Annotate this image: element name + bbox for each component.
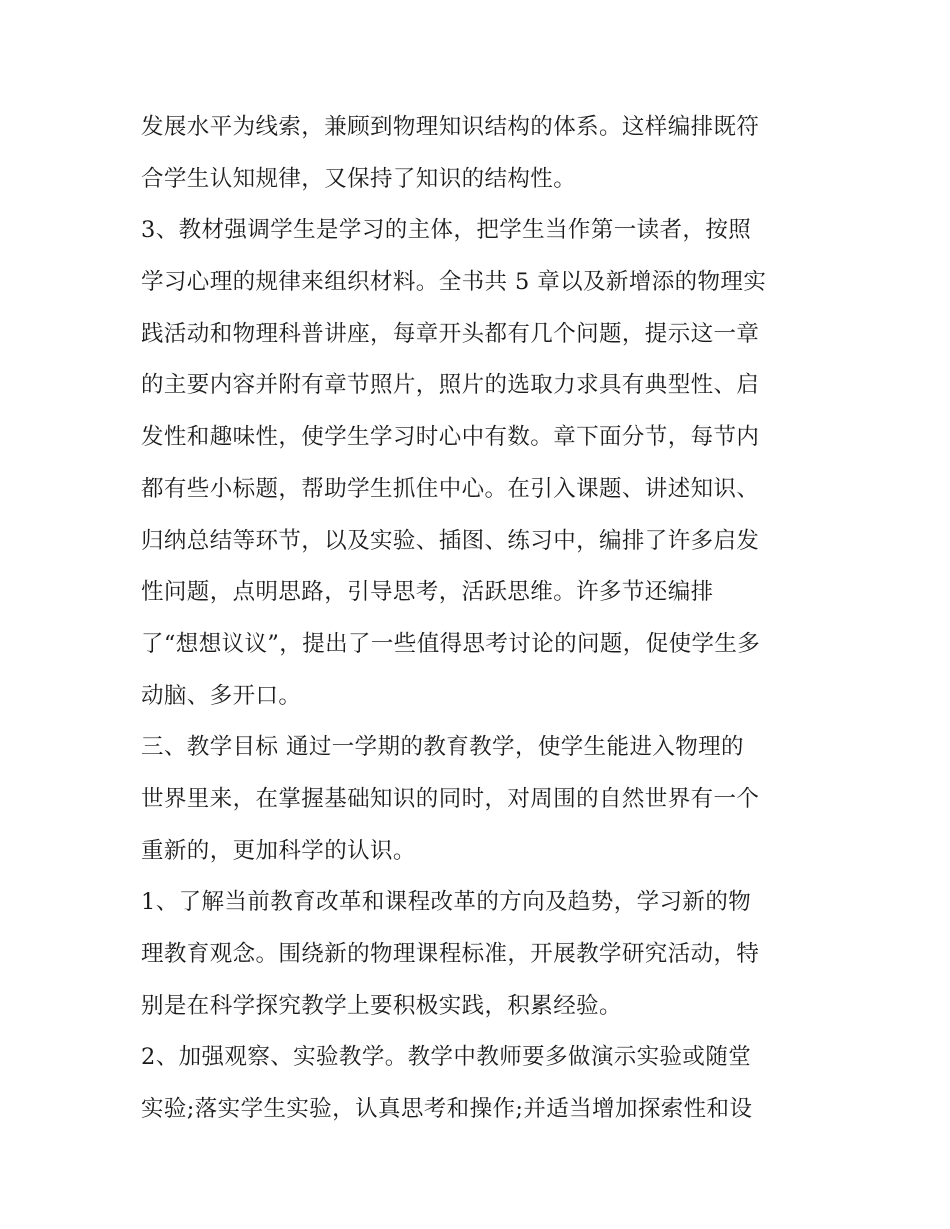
text-line: 都有些小标题，帮助学生抓住中心。在引入课题、讲述知识、 — [141, 475, 760, 502]
text-line: 理教育观念。围绕新的物理课程标准，开展教学研究活动，特 — [141, 941, 760, 967]
text-line: 发性和趣味性，使学生学习时心中有数。章下面分节，每节内 — [141, 424, 760, 451]
text-line: 了“想想议议”，提出了一些值得思考讨论的问题，促使学生多 — [141, 630, 761, 657]
text-line: 1、了解当前教育改革和课程改革的方向及趋势，学习新的物 — [141, 889, 752, 916]
text-line: 归纳总结等环节，以及实验、插图、练习中，编排了许多启发 — [141, 527, 760, 554]
text-line: 动脑、多开口。 — [141, 682, 302, 709]
text-line: 合学生认知规律，又保持了知识的结构性。 — [141, 165, 577, 192]
text-line: 的主要内容并附有章节照片，照片的选取力求具有典型性、启 — [141, 372, 760, 399]
text-line: 性问题，点明思路，引导思考，活跃思维。许多节还编排 — [141, 579, 714, 606]
text-line: 世界里来，在掌握基础知识的同时，对周围的自然世界有一个 — [141, 785, 760, 812]
text-line: 2、加强观察、实验教学。教学中教师要多做演示实验或随堂 — [141, 1044, 752, 1071]
body-text — [141, 102, 821, 1136]
text-line: 重新的，更加科学的认识。 — [141, 837, 416, 864]
text-line: 3、教材强调学生是学习的主体，把学生当作第一读者，按照 — [141, 217, 752, 244]
text-line: 别是在科学探究教学上要积极实践，积累经验。 — [141, 992, 622, 1019]
text-line: 践活动和物理科普讲座，每章开头都有几个问题，提示这一章 — [141, 320, 760, 347]
text-line: 发展水平为线索，兼顾到物理知识结构的体系。这样编排既符 — [141, 114, 760, 140]
text-line: 实验;落实学生实验，认真思考和操作;并适当增加探索性和设 — [141, 1096, 753, 1123]
text-line: 三、教学目标 通过一学期的教育教学，使学生能进入物理的 — [141, 734, 744, 761]
text-line: 学习心理的规律来组织材料。全书共 5 章以及新增添的物理实 — [141, 269, 767, 296]
